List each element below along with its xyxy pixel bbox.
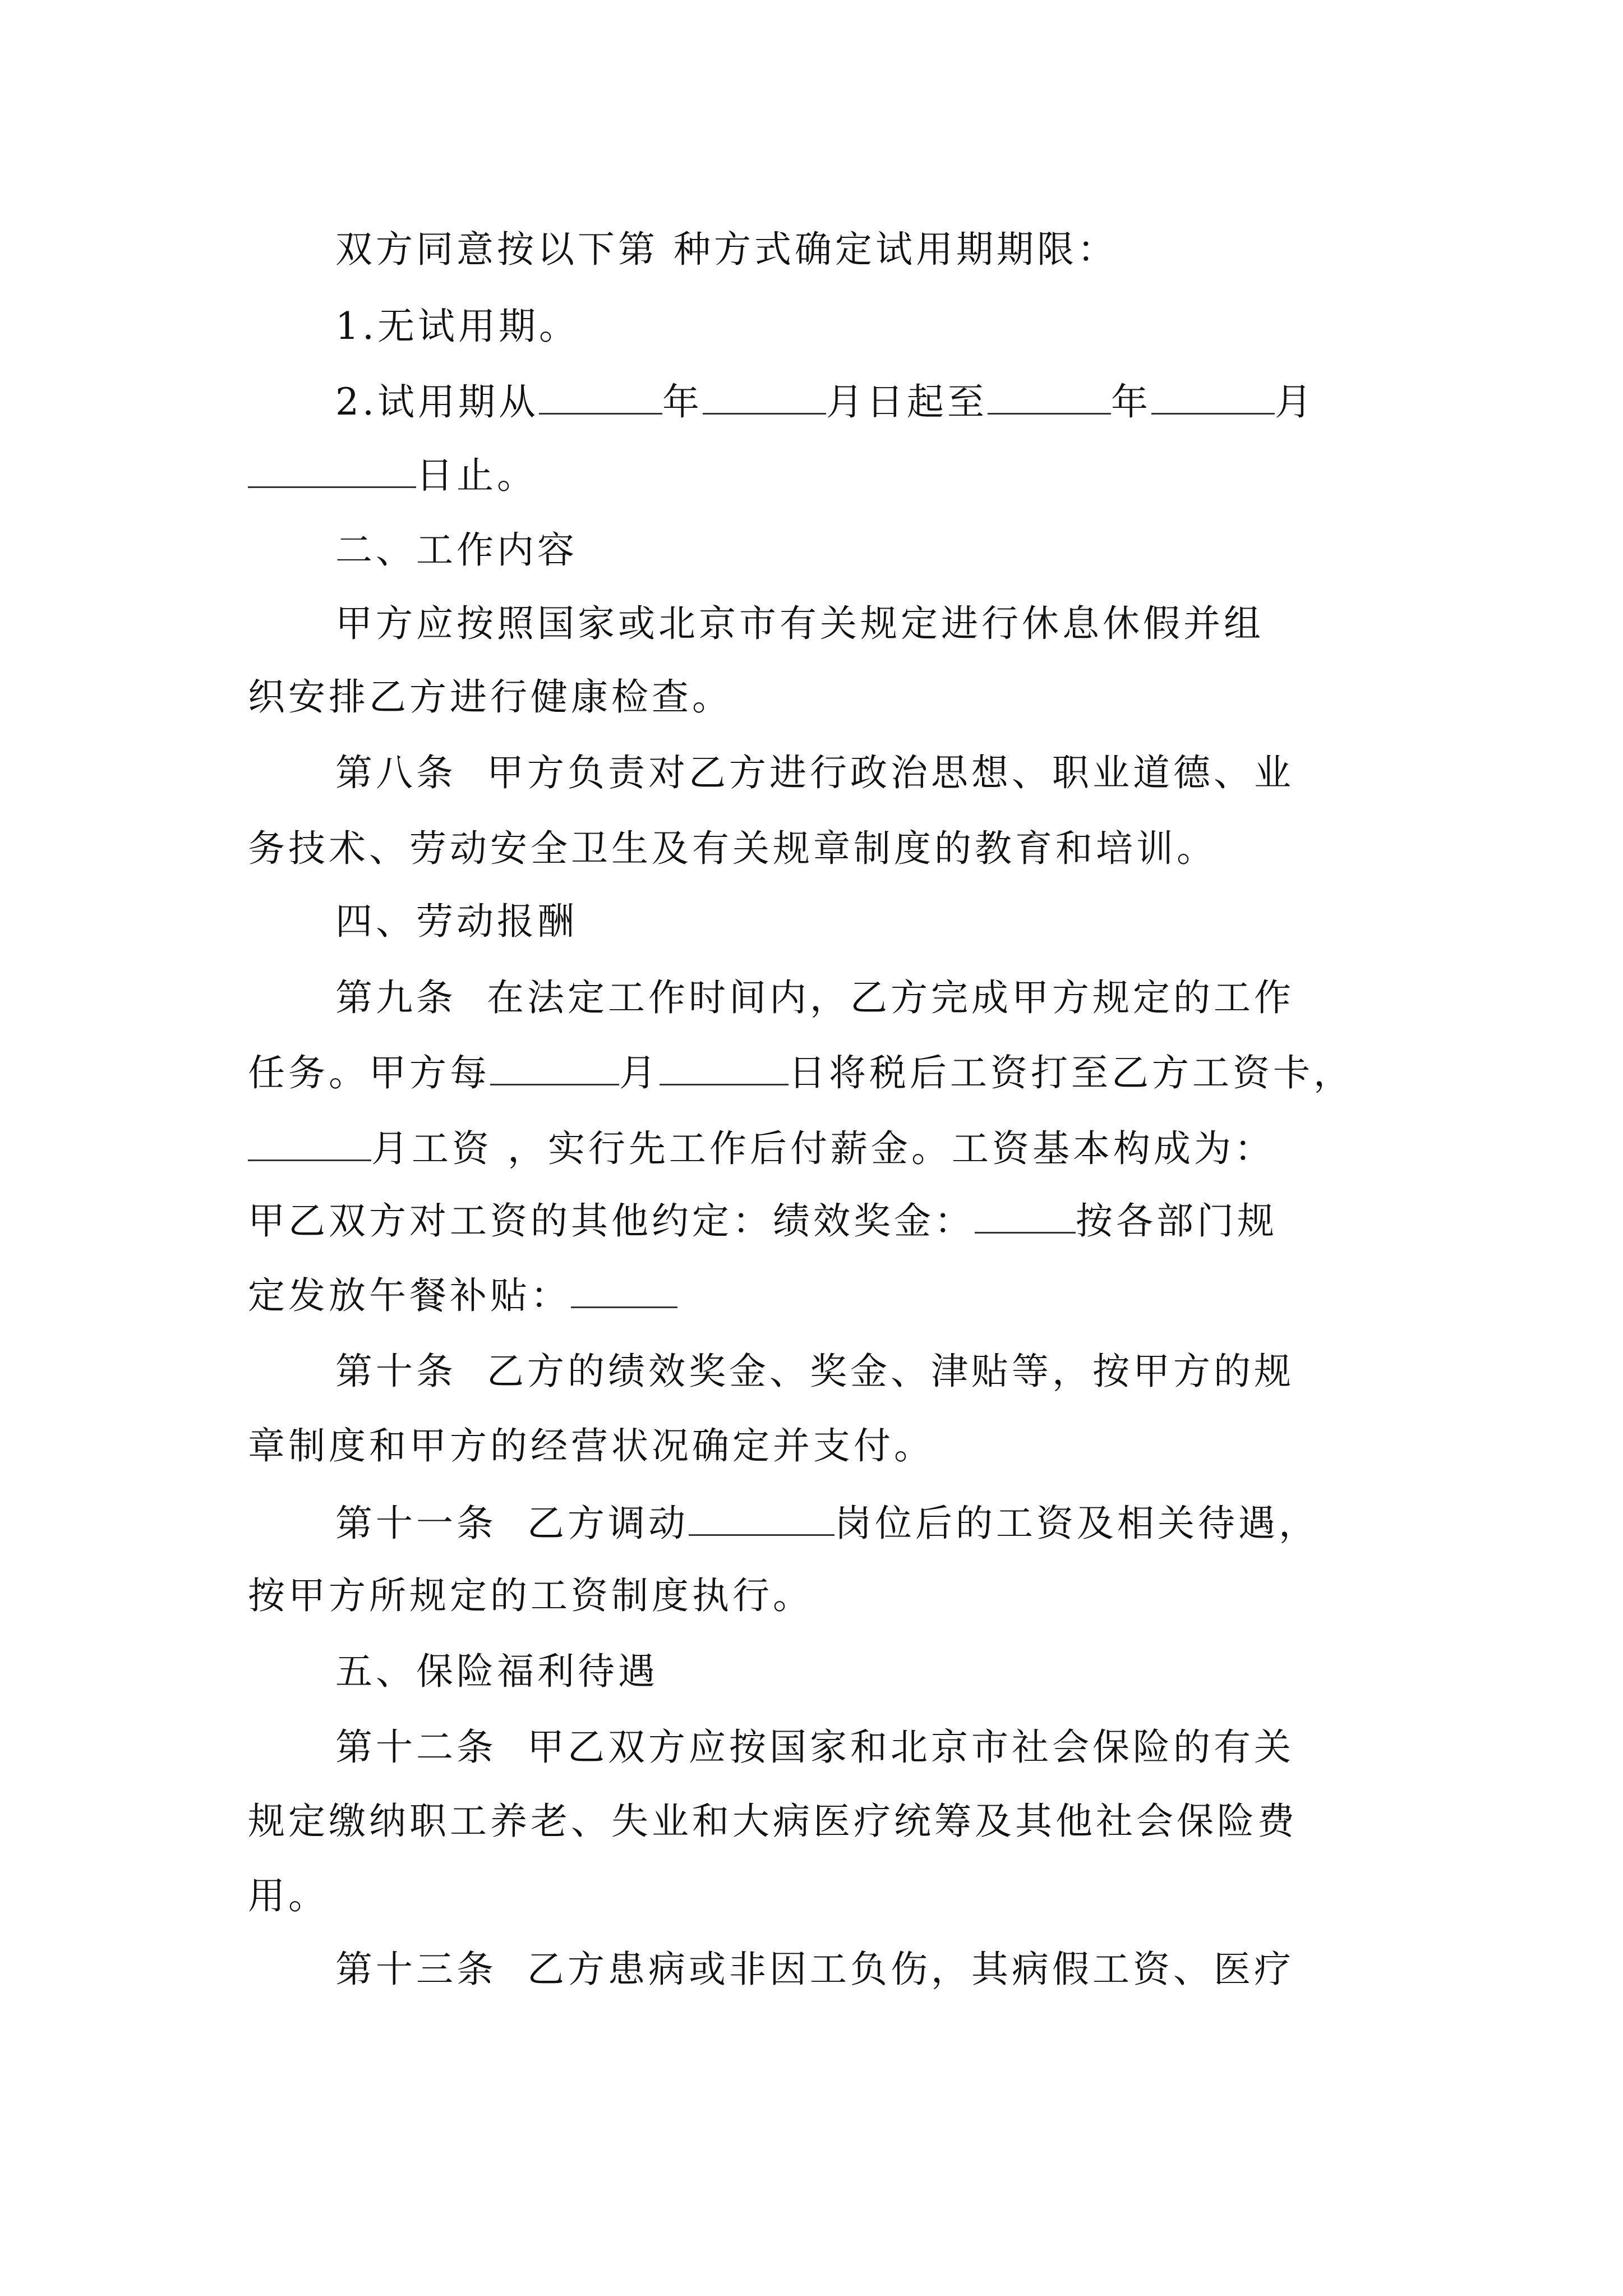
text-segment: 按各部门规 [1076, 1199, 1278, 1243]
text-segment: 第十一条 乙方调动 [335, 1502, 689, 1545]
fill-in-blank [689, 1502, 834, 1536]
section-heading [335, 528, 578, 573]
text-line [335, 1725, 1294, 1770]
fill-in-blank [248, 454, 416, 488]
text-segment: 甲乙双方对工资的其他约定：绩效奖金： [248, 1199, 975, 1243]
text-line [248, 1799, 1298, 1844]
text-segment: 月 [1274, 380, 1315, 424]
fill-in-blank [1151, 380, 1275, 415]
fill-in-blank [975, 1199, 1076, 1234]
fill-in-blank [248, 1127, 371, 1161]
text-line [335, 1349, 1294, 1394]
text-line [335, 227, 1118, 272]
text-segment: 月 [619, 1051, 660, 1094]
text-line [335, 751, 1294, 795]
text-segment: 四、劳动报酬 [335, 900, 578, 943]
text-line [248, 1424, 934, 1469]
text-line [248, 1051, 1354, 1096]
text-segment: 定发放午餐补贴： [248, 1274, 571, 1317]
text-line [248, 675, 732, 720]
text-line [248, 1126, 1275, 1171]
text-line [248, 453, 537, 498]
text-line [335, 976, 1294, 1020]
text-segment: 年 [662, 380, 703, 424]
text-segment: 第十三条 乙方患病或非因工负伤，其病假工资、医疗 [335, 1948, 1294, 1991]
fill-in-blank [490, 1051, 619, 1085]
text-segment: 双方同意按以下第 种方式确定试用期期限： [335, 228, 1118, 271]
text-segment: 第八条 甲方负责对乙方进行政治思想、职业道德、业 [335, 751, 1294, 794]
text-segment: 织安排乙方进行健康检查。 [248, 675, 732, 719]
text-line [335, 601, 1264, 646]
text-segment: 第十条 乙方的绩效奖金、奖金、津贴等，按甲方的规 [335, 1350, 1294, 1393]
text-line [248, 1199, 1278, 1244]
text-segment: 日止。 [416, 454, 537, 497]
text-segment: 月工资 ，实行先工作后付薪金。工资基本构成为： [371, 1127, 1275, 1170]
text-segment: 月日起至 [826, 380, 988, 424]
text-segment: 用。 [248, 1874, 329, 1917]
text-segment: 规定缴纳职工养老、失业和大病医疗统筹及其他社会保险费 [248, 1800, 1298, 1843]
fill-in-blank [539, 380, 662, 415]
text-line [335, 380, 1315, 425]
text-line [248, 1273, 677, 1318]
text-line [335, 304, 579, 349]
text-segment: 第十二条 甲乙双方应按国家和北京市社会保险的有关 [335, 1726, 1294, 1769]
text-segment: 按甲方所规定的工资制度执行。 [248, 1574, 813, 1617]
text-segment: 岗位后的工资及相关待遇， [834, 1502, 1319, 1545]
text-segment: 二、工作内容 [335, 528, 578, 572]
text-segment: 年 [1110, 380, 1151, 424]
fill-in-blank [571, 1274, 677, 1308]
text-line [248, 826, 1217, 871]
text-line [335, 1947, 1294, 1992]
text-segment: 2.试用期从 [335, 380, 539, 424]
text-segment: 务技术、劳动安全卫生及有关规章制度的教育和培训。 [248, 827, 1217, 870]
text-segment: 甲方应按照国家或北京市有关规定进行休息休假并组 [335, 602, 1264, 645]
text-segment: 任务。甲方每 [248, 1051, 490, 1094]
section-heading [335, 899, 578, 944]
text-segment: 五、保险福利待遇 [335, 1650, 658, 1693]
fill-in-blank [660, 1051, 789, 1085]
text-segment: 日将税后工资打至乙方工资卡， [789, 1051, 1354, 1094]
text-line [335, 1501, 1319, 1546]
section-heading [335, 1649, 658, 1694]
fill-in-blank [988, 380, 1111, 415]
text-segment: 第九条 在法定工作时间内，乙方完成甲方规定的工作 [335, 976, 1294, 1019]
text-line [248, 1874, 329, 1918]
text-segment: 章制度和甲方的经营状况确定并支付。 [248, 1424, 934, 1467]
text-line [248, 1573, 813, 1618]
text-segment: 1.无试用期。 [335, 305, 579, 348]
fill-in-blank [703, 380, 826, 415]
